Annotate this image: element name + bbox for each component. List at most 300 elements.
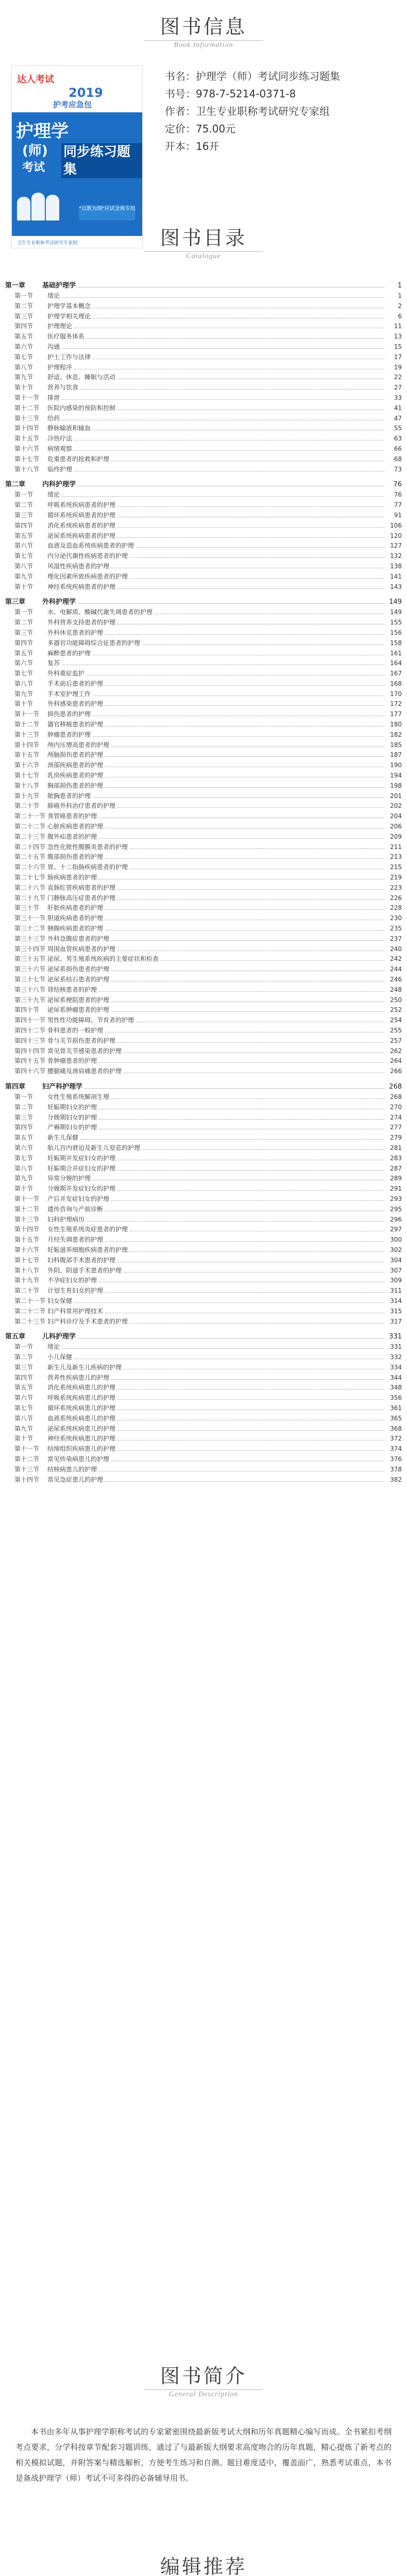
dot-leader <box>99 1062 384 1063</box>
section-title-text: 护理学基本概念 <box>47 302 91 310</box>
toc-section-row <box>5 301 402 312</box>
toc-section-row <box>5 434 402 444</box>
toc-section-row <box>5 1015 402 1026</box>
section-number: 第八节 <box>14 680 33 687</box>
book-name: 书名：护理学（师）考试同步练习题集 <box>165 70 340 82</box>
section-number: 第二十四节 <box>14 843 46 851</box>
dot-leader <box>130 1251 384 1252</box>
chapter-number: 第三章 <box>5 598 26 606</box>
section-number: 第二十六节 <box>14 863 46 871</box>
page-number: 237 <box>390 935 402 942</box>
toc-section-row <box>5 1005 402 1015</box>
section-title: 图书简介 <box>160 2365 247 2387</box>
section-title-text: 血液及造血系统疾病患者的护理 <box>47 542 134 550</box>
section-number: 第十八节 <box>14 465 40 473</box>
section-subtitle: Book Information <box>174 41 233 49</box>
book-format: 开本：16开 <box>165 140 219 152</box>
section-title-text: 多器官功能障碍综合征患者的护理 <box>47 639 141 647</box>
section-title-text: 泌尿系损伤患者的护理 <box>47 965 110 973</box>
section-title-text: 分娩期并发症妇女的护理 <box>47 1185 116 1193</box>
page-number: 211 <box>390 843 402 851</box>
section-title-text: 器官移植患者的护理 <box>47 721 104 728</box>
page-number: 209 <box>390 833 402 840</box>
dot-leader <box>105 634 384 635</box>
intro-section <box>0 2365 407 2483</box>
section-number: 第二节 <box>14 1103 33 1111</box>
section-number: 第二十节 <box>14 1287 40 1295</box>
toc-section-row <box>5 423 402 434</box>
dot-leader <box>62 1348 384 1349</box>
cover-figures-illustration <box>16 190 73 221</box>
page-number: 331 <box>390 1343 402 1351</box>
toc-section-row <box>5 658 402 669</box>
toc-section-row <box>5 1444 402 1454</box>
dot-leader <box>93 736 384 737</box>
page-number: 315 <box>390 1307 402 1315</box>
toc-section-row <box>5 1342 402 1352</box>
chapter-number: 第四章 <box>5 1082 26 1091</box>
section-number: 第十节 <box>14 384 33 392</box>
toc-section-row <box>5 1454 402 1465</box>
section-title-text: 胰腺疾病患者的护理 <box>47 925 104 933</box>
section-number: 第三十三节 <box>14 935 46 942</box>
section-number: 第四十二节 <box>14 1026 46 1034</box>
dot-leader <box>99 838 384 839</box>
page-number: 168 <box>390 680 402 687</box>
section-title-text: 内分泌代谢性疾病患者的护理 <box>47 552 128 560</box>
page-number: 17 <box>394 353 402 361</box>
section-title-text: 周围血管疾病患者的护理 <box>47 945 116 953</box>
toc-section-row <box>5 679 402 689</box>
dot-leader <box>78 603 384 604</box>
section-title-text: 常见急症患儿的护理 <box>47 1476 104 1483</box>
toc-section-row <box>5 607 402 618</box>
toc-section-row <box>5 852 402 862</box>
section-number: 第九节 <box>14 374 33 381</box>
page-number: 149 <box>390 608 402 616</box>
toc-section-row <box>5 689 402 700</box>
book-info-header <box>0 15 407 50</box>
section-number: 第九节 <box>14 572 33 580</box>
page-number: 22 <box>394 374 402 381</box>
toc-section-row <box>5 1046 402 1057</box>
dot-leader <box>111 1379 384 1380</box>
toc-section-row <box>5 1245 402 1256</box>
section-number: 第十五节 <box>14 751 40 759</box>
dot-leader <box>117 1430 384 1431</box>
page-number: 213 <box>390 853 402 861</box>
section-title-text: 护理学相关理论 <box>47 312 91 320</box>
section-title-text: 食管癌患者的护理 <box>47 812 97 820</box>
section-number: 第十八节 <box>14 1266 40 1274</box>
dot-leader <box>99 1119 384 1120</box>
dot-leader <box>105 1292 384 1293</box>
toc-section-row <box>5 1164 402 1174</box>
toc-section-row <box>5 781 402 791</box>
toc-section-row <box>5 312 402 322</box>
toc-section-row <box>5 1174 402 1184</box>
section-number: 第六节 <box>14 542 33 550</box>
page-number: 235 <box>390 925 402 933</box>
section-number: 第二节 <box>14 501 33 509</box>
section-title-text: 危重患者的抢救和护理 <box>47 455 110 463</box>
section-title-text: 异常分娩的护理 <box>47 1175 91 1182</box>
book-info-section <box>0 15 407 251</box>
page-number: 149 <box>389 598 402 606</box>
section-number: 第十三节 <box>14 731 40 738</box>
section-number: 第三十九节 <box>14 996 46 1004</box>
toc-section-row <box>5 1066 402 1077</box>
page-number: 240 <box>390 945 402 953</box>
section-number: 第三节 <box>14 312 33 320</box>
dot-leader <box>80 1139 384 1140</box>
section-number: 第二十三节 <box>14 1317 46 1325</box>
chapter-number: 第一章 <box>5 282 26 290</box>
page-number: 106 <box>390 521 402 529</box>
toc-section-row <box>5 1352 402 1363</box>
dot-leader <box>105 1241 384 1242</box>
page-number: 262 <box>390 1047 402 1055</box>
page-number: 378 <box>390 1465 402 1473</box>
page-number: 158 <box>390 639 402 647</box>
dot-leader <box>117 1399 384 1400</box>
section-number: 第三十节 <box>14 904 40 912</box>
section-title-text: 妇科腹部手术患者的护理 <box>47 1256 116 1264</box>
toc-section-row <box>5 1363 402 1373</box>
dot-leader <box>161 960 384 961</box>
section-title-text: 损伤患者的护理 <box>47 710 91 718</box>
page-number: 47 <box>394 414 402 422</box>
page-number: 297 <box>390 1226 402 1233</box>
page-number: 287 <box>390 1164 402 1172</box>
section-title-text: 风湿性疾病患者的护理 <box>47 562 110 570</box>
section-title-text: 胆道疾病患者的护理 <box>47 914 104 922</box>
dot-leader <box>84 1088 384 1089</box>
section-number: 第三节 <box>14 1113 33 1121</box>
section-title-text: 循环系统疾病患者的护理 <box>47 511 116 519</box>
section-number: 第一节 <box>14 1343 33 1351</box>
toc-section-row <box>5 1266 402 1276</box>
page-number: 331 <box>389 1333 402 1341</box>
toc-section-row <box>5 934 402 944</box>
toc-section-row <box>5 822 402 832</box>
page-number: 365 <box>390 1414 402 1422</box>
section-number: 第十一节 <box>14 1195 40 1202</box>
section-title-text: 泌尿系结石患者的护理 <box>47 976 110 983</box>
section-number: 第二十三节 <box>14 833 46 840</box>
section-subtitle: General Description <box>168 2391 239 2398</box>
section-number: 第三十一节 <box>14 914 46 922</box>
dot-leader <box>124 1272 384 1273</box>
page-number: 264 <box>390 1057 402 1065</box>
toc-section-row <box>5 954 402 964</box>
section-title-text: 小儿保健 <box>47 1353 73 1361</box>
page-number: 167 <box>390 670 402 677</box>
page-number: 76 <box>394 491 402 499</box>
section-title-text: 绪论 <box>47 292 60 299</box>
toc-section-row <box>5 562 402 572</box>
section-number: 第六节 <box>14 1394 33 1402</box>
page-number: 332 <box>390 1353 402 1361</box>
section-number: 第九节 <box>14 690 33 698</box>
page-number: 68 <box>394 455 402 463</box>
toc-section-row <box>5 1373 402 1383</box>
section-title-text: 护理理论 <box>47 323 73 330</box>
section-number: 第一节 <box>14 292 33 299</box>
section-title: 图书信息 <box>160 15 247 38</box>
toc-section-row <box>5 1184 402 1194</box>
section-number: 第十二节 <box>14 1455 40 1463</box>
toc-section-row <box>5 709 402 720</box>
page-number: 281 <box>390 1144 402 1151</box>
toc-section-row <box>5 1103 402 1113</box>
dot-leader <box>117 1450 384 1451</box>
section-title-text: 遗传咨询与产前诊断 <box>47 1205 104 1213</box>
toc-section-row <box>5 321 402 332</box>
page-number: 19 <box>394 363 402 371</box>
section-title-text: 手术室护理工作 <box>47 690 91 698</box>
section-title-text: 妊娠滋养细胞疾病患者的护理 <box>47 1246 128 1253</box>
toc-section-row <box>5 1154 402 1164</box>
page-number: 344 <box>390 1374 402 1381</box>
page-number: 289 <box>390 1175 402 1182</box>
section-number: 第二节 <box>14 1353 33 1361</box>
section-number: 第四十四节 <box>14 1047 46 1055</box>
page-number: 296 <box>390 1215 402 1223</box>
section-title-text: 神经系统疾病患儿的护理 <box>47 1435 116 1443</box>
page-number: 33 <box>394 394 402 401</box>
catalogue-header <box>0 227 407 261</box>
cover-title-line1: 护理学 <box>16 121 69 142</box>
section-number: 第七节 <box>14 670 33 677</box>
section-number: 第七节 <box>14 552 33 560</box>
section-number: 第五节 <box>14 649 33 657</box>
section-number: 第五节 <box>14 1134 33 1142</box>
section-number: 第一节 <box>14 491 33 499</box>
section-title-text: 结核病患儿的护理 <box>47 1465 97 1473</box>
page-number: 252 <box>390 1006 402 1014</box>
toc-section-row <box>5 1276 402 1286</box>
section-number: 第八节 <box>14 1164 33 1172</box>
page-number: 187 <box>390 751 402 759</box>
dot-leader <box>105 685 384 686</box>
section-title-text: 外阴、阴道手术患者的护理 <box>47 1266 122 1274</box>
section-title-text: 静脉输液和输血 <box>47 425 91 432</box>
section-number: 第三十四节 <box>14 945 46 953</box>
section-title: 图书目录 <box>160 227 247 249</box>
section-title-text: 肝脏疾病患者的护理 <box>47 904 104 912</box>
page-number: 230 <box>390 914 402 922</box>
book-info-list <box>165 67 397 155</box>
toc-section-row <box>5 511 402 521</box>
toc-section-row <box>5 1307 402 1317</box>
dot-leader <box>105 909 384 910</box>
section-number: 第四十一节 <box>14 1016 46 1024</box>
page-number: 127 <box>390 542 402 550</box>
section-title-text: 外科休克患者的护理 <box>47 629 104 636</box>
toc-section-row <box>5 403 402 414</box>
toc-section-row <box>5 791 402 802</box>
page-number: 283 <box>390 1154 402 1162</box>
page-number: 257 <box>390 1037 402 1044</box>
toc-section-row <box>5 521 402 531</box>
page-number: 13 <box>394 333 402 341</box>
section-number: 第四十五节 <box>14 1057 46 1065</box>
page-number: 226 <box>390 894 402 902</box>
toc-section-row <box>5 1092 402 1103</box>
section-title-text: 骨肿瘤患者的护理 <box>47 1057 97 1065</box>
toc-section-row <box>5 811 402 822</box>
section-title-text: 泌尿、男生殖系统疾病的主要症状和检查 <box>47 955 159 963</box>
book-isbn: 书号：978-7-5214-0371-8 <box>165 88 296 100</box>
chapter-title: 内科护理学 <box>42 481 76 489</box>
section-title-text: 女性生殖系统解剖生理 <box>47 1093 110 1100</box>
page-number: 268 <box>389 1082 402 1091</box>
toc-section-row <box>5 1113 402 1123</box>
section-number: 第二十二节 <box>14 823 46 831</box>
page-number: 250 <box>390 996 402 1004</box>
toc-section-row <box>5 1036 402 1046</box>
section-number: 第七节 <box>14 1404 33 1412</box>
section-title-text: 新生儿及新生儿疾病的护理 <box>47 1363 122 1371</box>
recommend-header <box>0 2555 407 2576</box>
toc-chapter-row <box>5 480 402 490</box>
section-title-text: 妊娠期并发症妇女的护理 <box>47 1154 116 1162</box>
toc-section-row <box>5 1475 402 1485</box>
section-title-text: 妊娠期妇女的护理 <box>47 1103 97 1111</box>
section-number: 第五节 <box>14 1384 33 1392</box>
section-title-text: 男性性功能障碍、节育者的护理 <box>47 1016 134 1024</box>
cover-exam-line: 护考应急包 <box>53 100 92 109</box>
page-number: 219 <box>390 874 402 882</box>
section-title-text: 泌尿系梗阻患者的护理 <box>47 996 110 1004</box>
page-number: 194 <box>390 772 402 779</box>
page-number: 244 <box>390 965 402 973</box>
section-title-text: 神经系统疾病患者的护理 <box>47 583 116 590</box>
page-number: 300 <box>390 1236 402 1244</box>
section-number: 第十四节 <box>14 741 40 749</box>
intro-header <box>0 2365 407 2399</box>
section-number: 第十七节 <box>14 1256 40 1264</box>
toc-chapter-row <box>5 281 402 291</box>
section-title: 编辑推荐 <box>160 2555 247 2576</box>
chapter-title: 外科护理学 <box>42 598 76 606</box>
toc-chapter-row <box>5 597 402 607</box>
section-number: 第十五节 <box>14 435 40 443</box>
section-title-text: 病情观察 <box>47 445 73 452</box>
section-number: 第七节 <box>14 353 33 361</box>
page-number: 155 <box>390 619 402 626</box>
toc-section-row <box>5 291 402 301</box>
toc-section-row <box>5 1225 402 1235</box>
dot-leader <box>130 1323 384 1324</box>
toc-section-row <box>5 699 402 709</box>
page-number: 170 <box>390 690 402 698</box>
section-number: 第十四节 <box>14 1226 40 1233</box>
section-number: 第四节 <box>14 323 33 330</box>
section-title-text: 泌尿系统疾病患者的护理 <box>47 532 116 539</box>
page-number: 161 <box>390 649 402 657</box>
page-number: 55 <box>394 425 402 432</box>
section-title-text: 肠疾病患者的护理 <box>47 874 97 882</box>
toc-section-row <box>5 1256 402 1266</box>
page-number: 204 <box>390 812 402 820</box>
section-number: 第三节 <box>14 511 33 519</box>
toc-chapter-row <box>5 1332 402 1342</box>
dot-leader <box>74 1302 384 1303</box>
dot-leader <box>62 496 384 497</box>
section-title-text: 消化系统疾病患儿的护理 <box>47 1384 116 1392</box>
dot-leader <box>117 537 384 538</box>
section-number: 第十九节 <box>14 792 40 800</box>
dot-leader <box>62 297 384 298</box>
dot-leader <box>117 506 384 507</box>
page-number: 141 <box>390 572 402 580</box>
toc-section-row <box>5 332 402 342</box>
section-title-text: 医院内感染的预防和控制 <box>47 404 116 412</box>
toc-section-row <box>5 618 402 628</box>
dot-leader <box>142 1149 384 1150</box>
section-number: 第二节 <box>14 302 33 310</box>
page-number: 202 <box>390 802 402 810</box>
section-title-text: 胃、十二指肠疾病患者的护理 <box>47 863 128 871</box>
section-number: 第十节 <box>14 1435 33 1443</box>
cover-title-line4: 同步练习题集 <box>61 143 142 178</box>
section-title-text: 直肠肛管疾病患者的护理 <box>47 884 116 891</box>
toc-section-row <box>5 924 402 934</box>
section-number: 第八节 <box>14 1414 33 1422</box>
toc-section-row <box>5 1296 402 1307</box>
section-number: 第十九节 <box>14 1277 40 1284</box>
toc-section-row <box>5 444 402 454</box>
section-title-text: 沟通 <box>47 343 60 350</box>
section-subtitle: Catalogue <box>186 252 221 260</box>
section-title-text: 计划生育妇女的护理 <box>47 1287 104 1295</box>
section-title-text: 颅脑损伤患者的护理 <box>47 751 104 759</box>
dot-leader <box>87 1221 384 1222</box>
section-title-text: 妇科护理病历 <box>47 1215 85 1223</box>
cover-title-line3: 考试 <box>22 161 45 174</box>
section-number: 第一节 <box>14 608 33 616</box>
section-number: 第十二节 <box>14 1205 40 1213</box>
section-number: 第二十五节 <box>14 853 46 861</box>
toc-section-row <box>5 1194 402 1205</box>
section-title-text: 泌尿系统疾病患儿的护理 <box>47 1425 116 1432</box>
section-number: 第十五节 <box>14 1236 40 1244</box>
page-number: 248 <box>390 986 402 993</box>
chapter-title: 妇产科护理学 <box>42 1082 83 1091</box>
section-title-text: 绪论 <box>47 1343 60 1351</box>
toc-section-row <box>5 414 402 424</box>
toc-section-row <box>5 1143 402 1154</box>
page-number: 73 <box>394 465 402 473</box>
section-title-text: 脓胸患者的护理 <box>47 792 91 800</box>
section-number: 第三十七节 <box>14 976 46 983</box>
toc-section-row <box>5 832 402 842</box>
toc-chapter-row <box>5 1082 402 1092</box>
section-number: 第十四节 <box>14 1476 40 1483</box>
page-number: 2 <box>398 302 402 310</box>
section-title-text: 心脏疾病患者的护理 <box>47 823 104 831</box>
toc-section-row <box>5 771 402 781</box>
section-title-text: 骨与关节损伤患者的护理 <box>47 1037 116 1044</box>
section-number: 第二十一节 <box>14 812 46 820</box>
toc-section-row <box>5 730 402 740</box>
section-title-text: 肾结核患者的护理 <box>47 986 97 993</box>
toc-section-row <box>5 975 402 985</box>
dot-leader <box>111 1098 384 1099</box>
section-title-text: 临终护理 <box>47 465 73 473</box>
